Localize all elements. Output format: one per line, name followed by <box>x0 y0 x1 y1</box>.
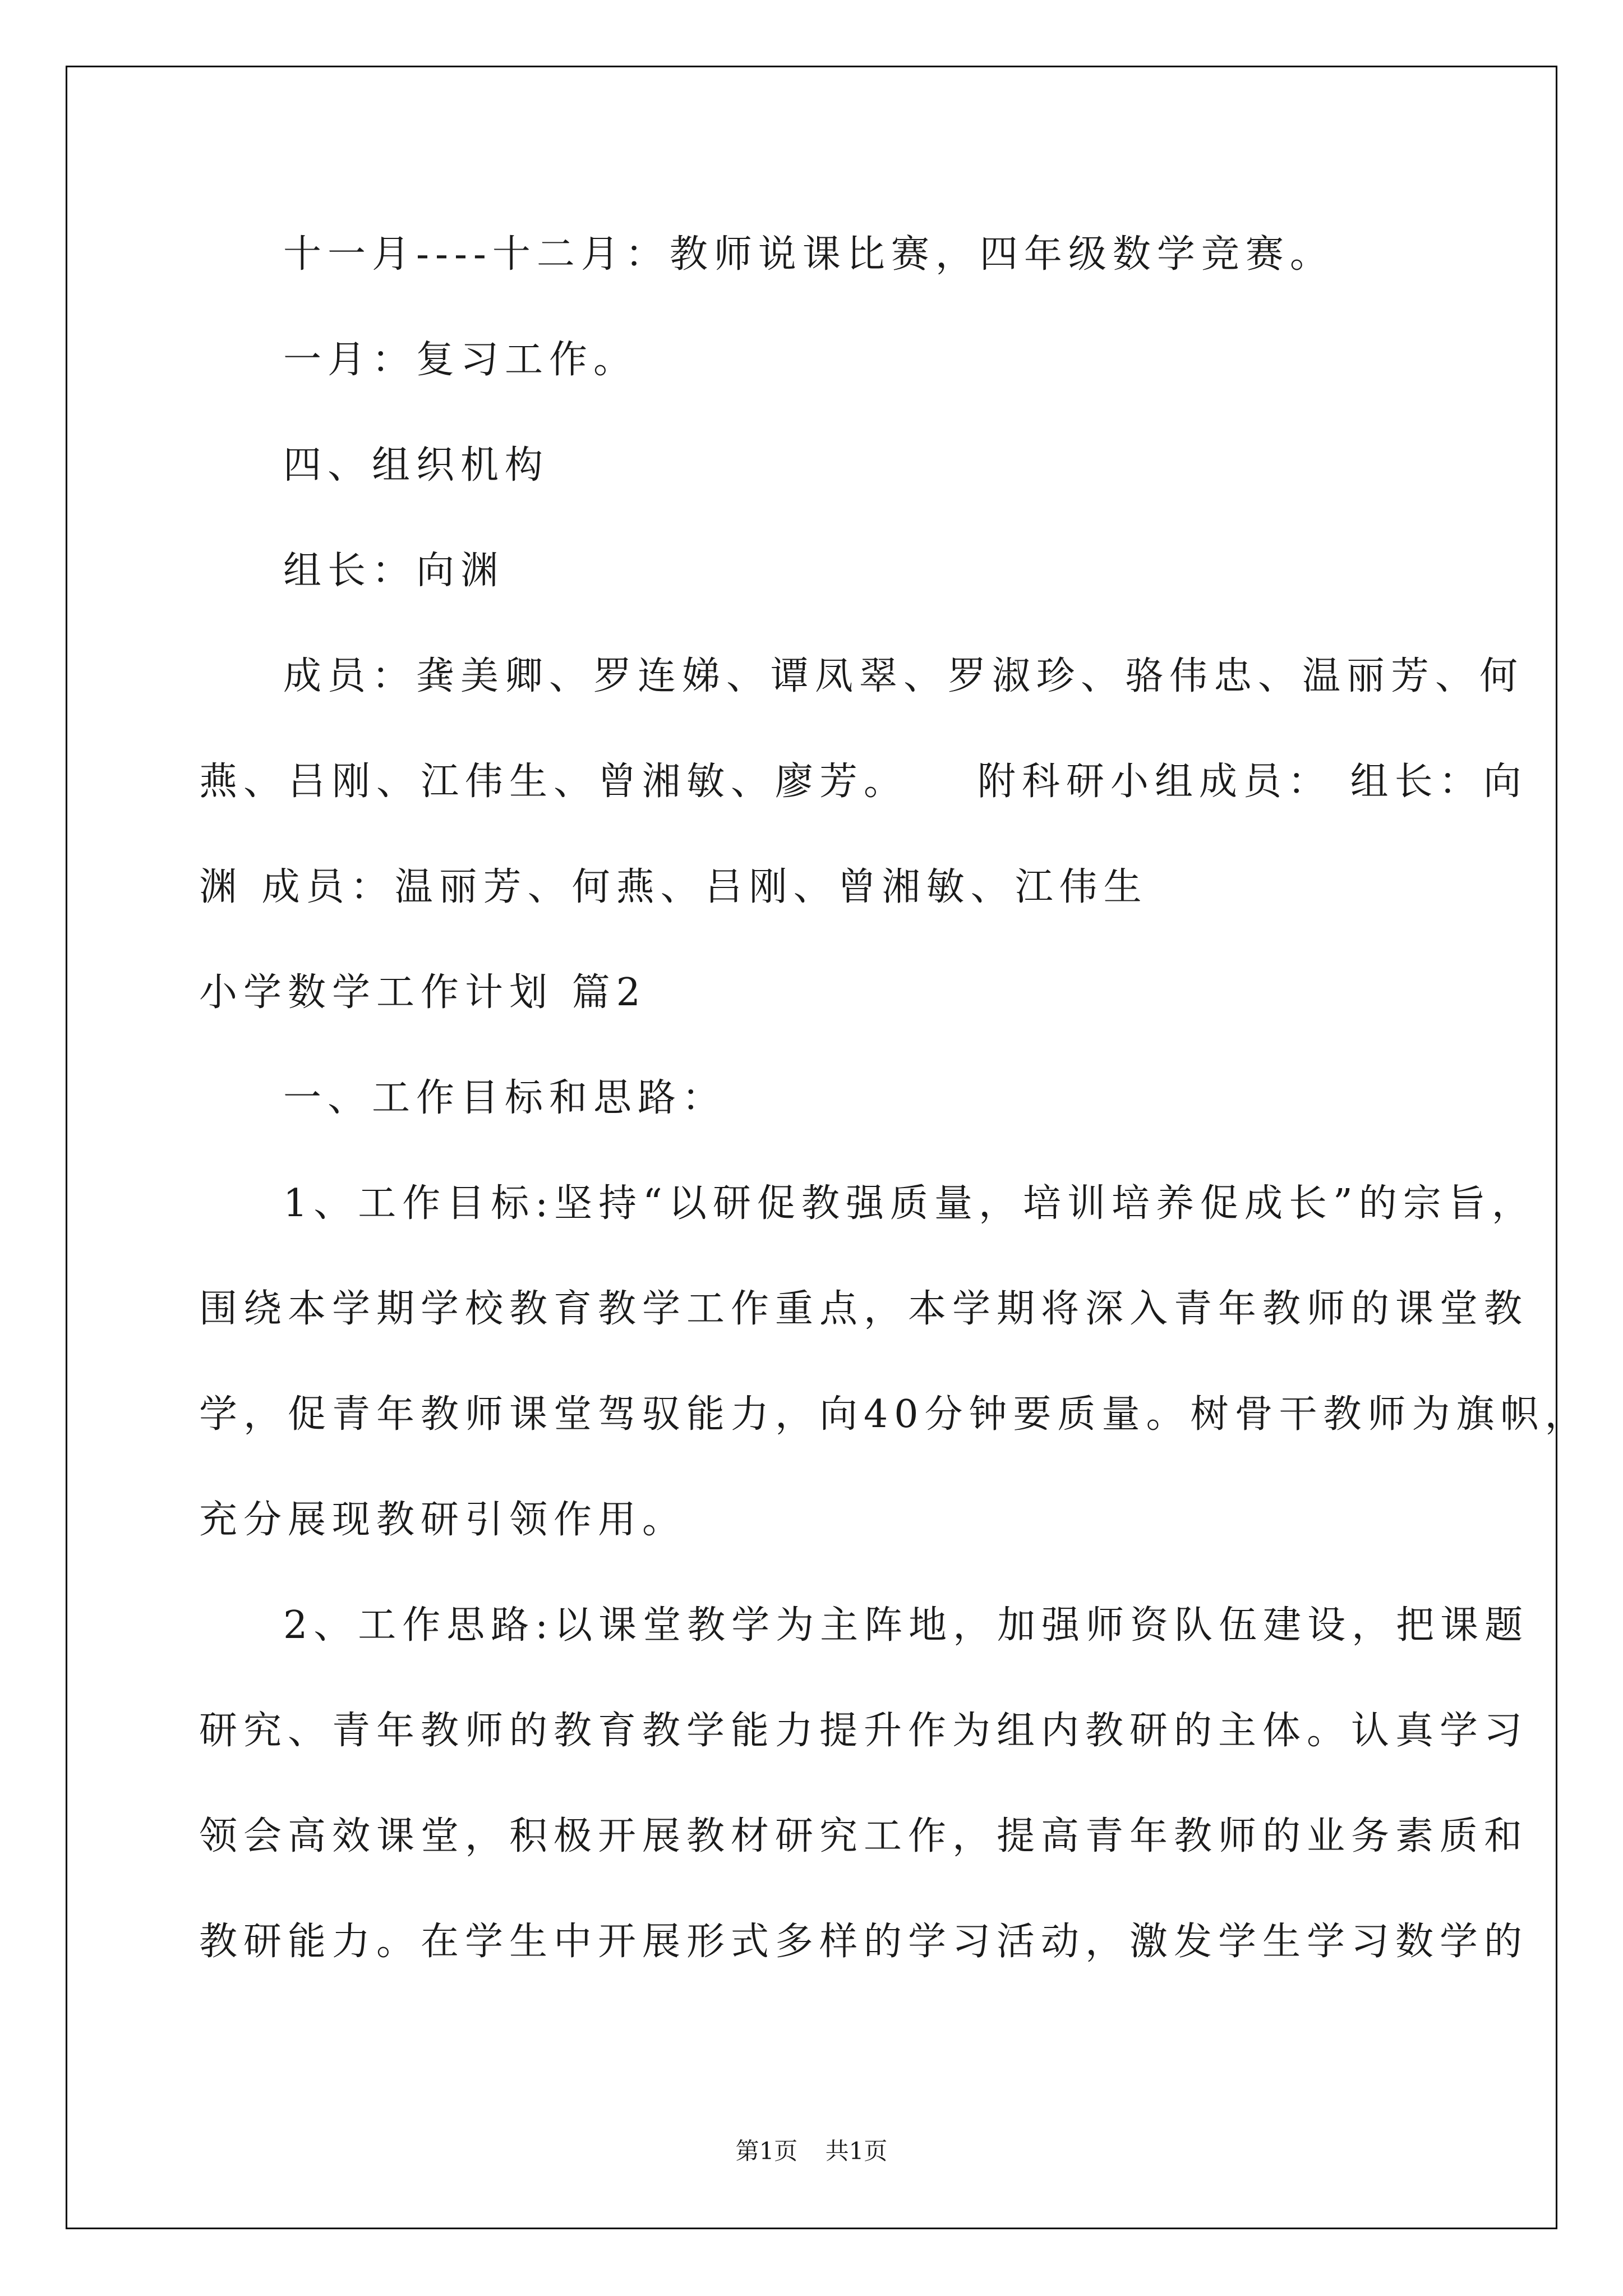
section-heading-goals: 一、工作目标和思路： <box>283 1076 727 1120</box>
paragraph-goal-line-1: 1、工作目标:坚持“以研促教强质量，培训培养促成长”的宗旨， <box>283 1181 1536 1226</box>
current-page-number: 第1页 <box>735 2137 798 2165</box>
document-heading: 小学数学工作计划 篇2 <box>199 970 647 1015</box>
section-heading-organization: 四、组织机构 <box>283 443 550 487</box>
paragraph-group-leader: 组长：向渊 <box>283 549 505 593</box>
paragraph-members-line-2: 燕、吕刚、江伟生、曾湘敏、廖芳。 附科研小组成员： 组长：向 <box>199 760 1528 804</box>
paragraph-schedule-nov-dec: 十一月----十二月：教师说课比赛，四年级数学竞赛。 <box>283 232 1334 277</box>
paragraph-schedule-jan: 一月：复习工作。 <box>283 338 638 382</box>
page-footer <box>0 2139 1623 2163</box>
paragraph-members-line-1: 成员：龚美卿、罗连娣、谭凤翠、罗淑珍、骆伟忠、温丽芳、何 <box>283 654 1524 698</box>
page-border <box>66 66 1557 2229</box>
paragraph-goal-line-4: 充分展现教研引领作用。 <box>199 1498 687 1542</box>
paragraph-members-line-3: 渊 成员：温丽芳、何燕、吕刚、曾湘敏、江伟生 <box>199 865 1148 909</box>
paragraph-approach-line-2: 研究、青年教师的教育教学能力提升作为组内教研的主体。认真学习 <box>199 1709 1529 1753</box>
paragraph-goal-line-2: 围绕本学期学校教育教学工作重点，本学期将深入青年教师的课堂教 <box>199 1287 1529 1331</box>
paragraph-approach-line-3: 领会高效课堂，积极开展教材研究工作，提高青年教师的业务素质和 <box>199 1814 1529 1858</box>
total-page-count: 共1页 <box>825 2137 888 2165</box>
paragraph-approach-line-4: 教研能力。在学生中开展形式多样的学习活动，激发学生学习数学的 <box>199 1920 1529 1964</box>
paragraph-approach-line-1: 2、工作思路:以课堂教学为主阵地，加强师资队伍建设，把课题 <box>283 1603 1529 1648</box>
paragraph-goal-line-3: 学，促青年教师课堂驾驭能力，向40分钟要质量。树骨干教师为旗帜， <box>199 1392 1589 1437</box>
